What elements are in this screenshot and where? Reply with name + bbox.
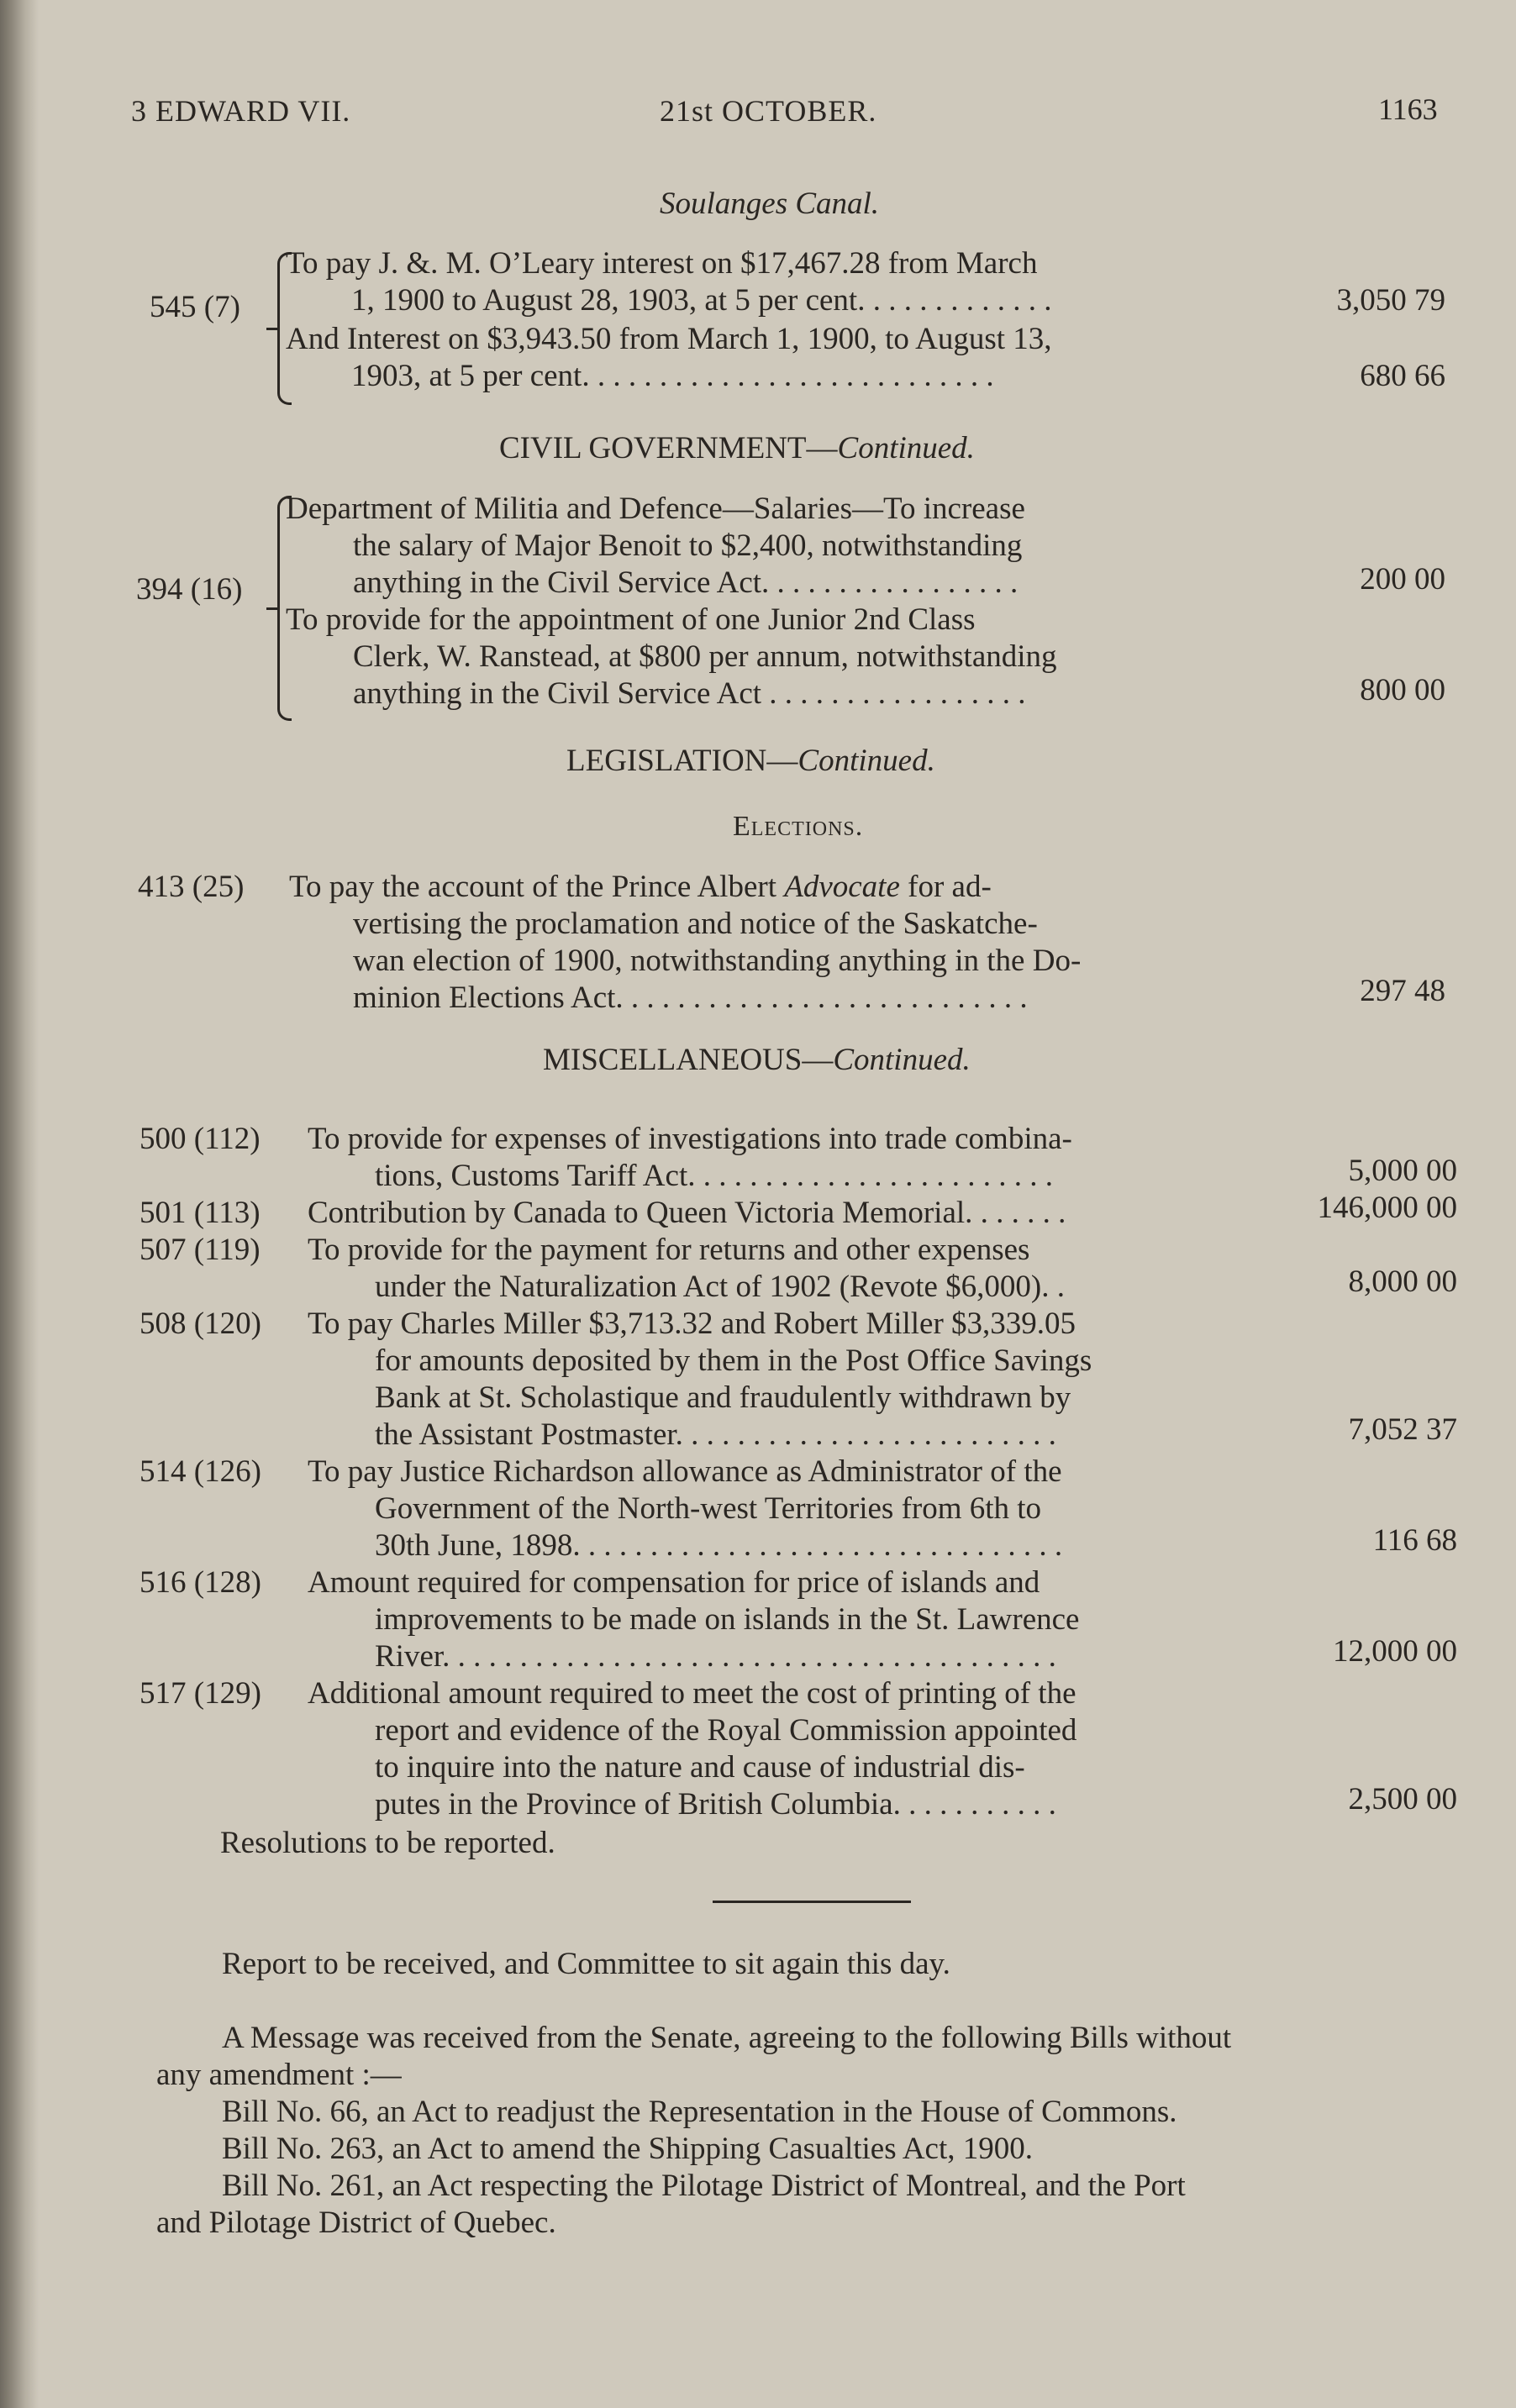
item-text-line: And Interest on $3,943.50 from March 1, 1900, to August 13, [286, 322, 1052, 356]
item-text-line: putes in the Province of British Columbia. . . . . . . . . . . [375, 1787, 1056, 1822]
item-text-line: 1903, at 5 per cent. . . . . . . . . . . . . . . . . . . . . . . . . . . [351, 359, 994, 393]
header-date: 21st OCTOBER. [660, 94, 877, 128]
item-amount: 3,050 79 [1336, 283, 1445, 318]
section-rule [713, 1901, 911, 1903]
item-text-line: the Assistant Postmaster. . . . . . . . . . . . . . . . . . . . . . . . . [375, 1417, 1056, 1452]
item-number: 500 (112) [139, 1122, 261, 1156]
item-number: 508 (120) [139, 1307, 261, 1341]
civil-government-heading [499, 430, 975, 467]
bill-66: Bill No. 66, an Act to readjust the Representation in the House of Commons. [222, 2095, 1177, 2129]
bill-263: Bill No. 263, an Act to amend the Shipping Casualties Act, 1900. [222, 2132, 1033, 2166]
item-text-line [289, 869, 992, 906]
heading-main: CIVIL GOVERNMENT— [499, 431, 838, 465]
item-text-line: To pay Charles Miller $3,713.32 and Robert Miller $3,339.05 [308, 1307, 1076, 1341]
item-text-line: To provide for expenses of investigations into trade combina- [308, 1122, 1072, 1156]
message-line: any amendment :— [156, 2058, 402, 2092]
heading-main: MISCELLANEOUS— [543, 1043, 834, 1077]
item-text-line: Government of the North-west Territories from 6th to [375, 1491, 1042, 1526]
text-run: To pay the account of the Prince Albert [289, 870, 785, 904]
item-text-line: River. . . . . . . . . . . . . . . . . . . . . . . . . . . . . . . . . . . . . . . . [375, 1639, 1056, 1674]
item-text-line: minion Elections Act. . . . . . . . . . . . . . . . . . . . . . . . . . . [353, 981, 1028, 1015]
heading-continued: Continued. [837, 431, 975, 465]
heading-continued: Continued. [833, 1043, 971, 1077]
item-text-line: tions, Customs Tariff Act. . . . . . . . . . . . . . . . . . . . . . . . [375, 1159, 1053, 1193]
item-number: 516 (128) [139, 1565, 261, 1600]
item-text-line: Bank at St. Scholastique and fraudulently withdrawn by [375, 1380, 1071, 1415]
item-text-line: To provide for the appointment of one Junior 2nd Class [286, 602, 976, 637]
soulanges-title: Soulanges Canal. [660, 187, 880, 221]
item-amount: 146,000 00 [1317, 1191, 1457, 1225]
page-number: 1163 [1378, 92, 1438, 126]
newspaper-name: Advocate [784, 870, 900, 904]
item-number: 514 (126) [139, 1454, 261, 1489]
item-text-line: improvements to be made on islands in the St. Lawrence [375, 1602, 1080, 1637]
item-amount: 680 66 [1360, 359, 1445, 393]
bill-261-continued: and Pilotage District of Quebec. [156, 2206, 556, 2240]
item-text-line: Contribution by Canada to Queen Victoria Memorial. . . . . . . [308, 1196, 1066, 1230]
legislation-heading [566, 743, 935, 780]
item-text-line: to inquire into the nature and cause of industrial dis- [375, 1750, 1025, 1785]
item-number: 507 (119) [139, 1233, 261, 1267]
heading-main: LEGISLATION— [566, 744, 798, 778]
item-number: 413 (25) [138, 870, 245, 904]
item-text-line: for amounts deposited by them in the Post Office Savings [375, 1343, 1092, 1378]
item-text-line: 1, 1900 to August 28, 1903, at 5 per cent. . . . . . . . . . . . . [351, 283, 1052, 318]
item-number: 394 (16) [136, 572, 243, 607]
bill-261: Bill No. 261, an Act respecting the Pilotage District of Montreal, and the Port [222, 2169, 1186, 2203]
item-number: 501 (113) [139, 1196, 261, 1230]
miscellaneous-heading [543, 1042, 971, 1079]
item-text-line: wan election of 1900, notwithstanding anything in the Do- [353, 944, 1082, 978]
item-text-line: anything in the Civil Service Act. . . . . . . . . . . . . . . . . [353, 565, 1019, 600]
header-volume: 3 EDWARD VII. [131, 94, 351, 128]
item-text-line: the salary of Major Benoit to $2,400, notwithstanding [353, 528, 1023, 563]
item-amount: 200 00 [1360, 562, 1445, 597]
item-text-line: To pay Justice Richardson allowance as Administrator of the [308, 1454, 1062, 1489]
item-amount: 7,052 37 [1348, 1412, 1457, 1447]
item-text-line: Department of Militia and Defence—Salaries—To increase [286, 492, 1025, 526]
item-text-line: report and evidence of the Royal Commission appointed [375, 1713, 1077, 1748]
item-amount: 8,000 00 [1348, 1264, 1457, 1299]
item-text-line: To pay J. &. M. O’Leary interest on $17,467.28 from March [286, 246, 1038, 281]
item-text-line: Amount required for compensation for price of islands and [308, 1565, 1040, 1600]
item-amount: 297 48 [1360, 974, 1445, 1008]
item-text-line: 30th June, 1898. . . . . . . . . . . . . . . . . . . . . . . . . . . . . . . . [375, 1528, 1063, 1563]
item-amount: 800 00 [1360, 673, 1445, 707]
item-text-line: To provide for the payment for returns and other expenses [308, 1233, 1030, 1267]
text-run: for ad- [899, 870, 992, 904]
item-text-line: Clerk, W. Ranstead, at $800 per annum, notwithstanding [353, 639, 1057, 674]
report-paragraph: Report to be received, and Committee to sit again this day. [222, 1947, 950, 1981]
message-line: A Message was received from the Senate, agreeing to the following Bills without [222, 2021, 1232, 2055]
heading-continued: Continued. [797, 744, 935, 778]
item-text-line: anything in the Civil Service Act . . . . . . . . . . . . . . . . . [353, 676, 1026, 711]
item-amount: 12,000 00 [1333, 1634, 1457, 1669]
resolutions-note: Resolutions to be reported. [220, 1826, 555, 1860]
item-number: 545 (7) [150, 290, 240, 324]
elections-subheading: Elections. [733, 811, 864, 842]
item-text-line: vertising the proclamation and notice of the Saskatche- [353, 907, 1038, 941]
item-amount: 116 68 [1372, 1523, 1457, 1558]
item-amount: 5,000 00 [1348, 1154, 1457, 1188]
item-text-line: under the Naturalization Act of 1902 (Revote $6,000). . [375, 1270, 1065, 1304]
item-number: 517 (129) [139, 1676, 261, 1711]
item-text-line: Additional amount required to meet the cost of printing of the [308, 1676, 1076, 1711]
item-amount: 2,500 00 [1348, 1782, 1457, 1817]
